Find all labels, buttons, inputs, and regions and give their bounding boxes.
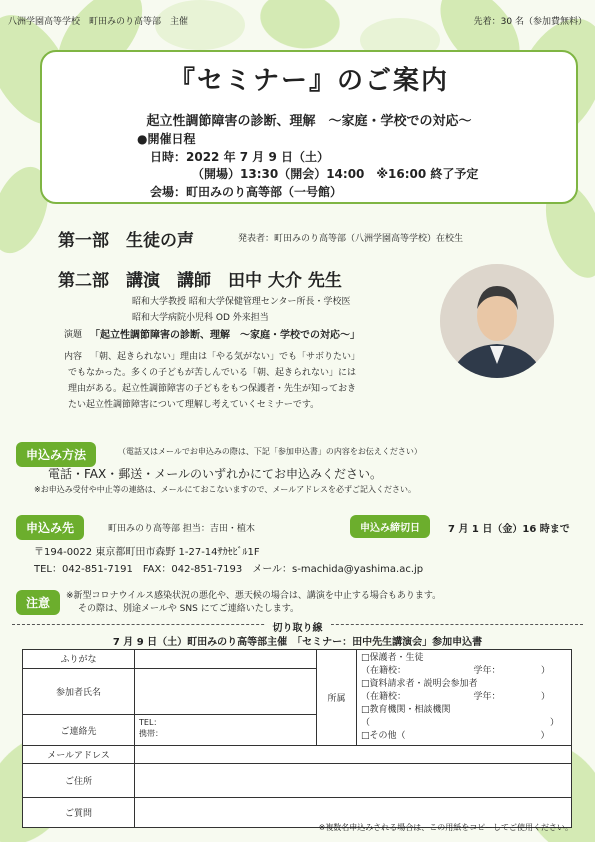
title-box	[40, 50, 578, 204]
content-line-1: 「朝、起きられない」理由は「やる気がない」でも「サボりたい」	[90, 352, 361, 362]
furigana-field[interactable]	[135, 650, 317, 669]
part1-presenter: 発表者：町田みのり高等部（八洲学園高等学校）在校生	[238, 234, 464, 244]
apply-method-main: 電話・FAX・郵送・メールのいずれかにてお申込みください。	[48, 467, 382, 481]
content-line-3: 理由がある。起立性調節障害の子どもをもつ保護者・先生が知っておき	[68, 384, 357, 394]
application-form	[22, 649, 572, 828]
copy-note: ※複数名申込みされる場合は、この用紙をコピーしてご使用ください。	[318, 823, 573, 832]
option-parent-student[interactable]: □保護者・生徒	[361, 653, 424, 663]
deadline-label: 申込み締切日	[350, 515, 430, 538]
email-label: メールアドレス	[23, 746, 135, 764]
apply-to-label: 申込み先	[16, 515, 84, 540]
schedule-heading: ●開催日程	[137, 132, 196, 146]
affiliation-label: 所属	[317, 650, 357, 746]
name-field[interactable]	[135, 668, 317, 714]
contact-label: ご連絡先	[23, 714, 135, 745]
option-info-request-school[interactable]: （在籍校： 学年： ）	[361, 692, 551, 703]
page-title: 『セミナー』のご案内	[168, 66, 449, 96]
event-time: （開場）13:30（開会）14:00 ※16:00 終了予定	[192, 167, 479, 181]
apply-method-note: （電話又はメールでお申込みの際は、下記「参加申込書」の内容をお伝えください）	[118, 447, 422, 456]
tel-label: TEL：	[139, 717, 162, 727]
part1-title: 第一部 生徒の声	[58, 231, 194, 251]
address-field[interactable]	[135, 764, 572, 798]
topic: 「起立性調節障害の診断、理解 ～家庭・学校での対応～」	[90, 330, 360, 341]
lecturer-photo	[440, 264, 554, 378]
postal-address: 〒194-0022 東京都町田市森野 1-27-14ｻｶｾﾋﾞﾙ1F	[34, 547, 260, 558]
page-subtitle: 起立性調節障害の診断、理解 ～家庭・学校での対応～	[146, 114, 472, 129]
lecturer-portrait-icon	[440, 264, 554, 378]
content-label: 内容	[64, 352, 83, 362]
event-venue: 会場：町田みのり高等部（一号館）	[150, 185, 343, 199]
notice-line-1: ※新型コロナウイルス感染状況の悪化や、悪天候の場合は、講演を中止する場合もあります。	[66, 591, 442, 601]
furigana-label: ふりがな	[23, 650, 135, 669]
option-info-request[interactable]: □資料請求者・説明会参加者	[361, 679, 478, 690]
apply-method-sub: ※お申込み受付や中止等の連絡は、メールにておこないますので、メールアドレスを必ずご記入ください。	[34, 485, 416, 494]
lecturer-role-2: 昭和大学病院小児科 OD 外来担当	[132, 313, 269, 323]
email-field[interactable]	[135, 746, 572, 764]
address-label: ご住所	[23, 764, 135, 798]
apply-method-label: 申込み方法	[16, 442, 96, 467]
option-education-org[interactable]: □教育機関・相談機関	[361, 705, 451, 716]
organizers: 八洲学園高等学校 町田みのり高等部 主催	[8, 17, 189, 27]
topic-label: 演題	[64, 330, 83, 340]
option-other[interactable]: □その他（ ）	[361, 731, 550, 742]
part2-title: 第二部 講演 講師 田中 大介 先生	[58, 271, 342, 291]
contact-info: TEL：042-851-7191 FAX：042-851-7193 メール：s-machida@yashima.ac.jp	[34, 564, 424, 575]
deadline: 7 月 1 日（金）16 時まで	[448, 524, 570, 535]
apply-to-staff: 町田みのり高等部 担当：吉田・植木	[108, 524, 255, 534]
notice-line-2: その際は、別途メールや SNS にてご連絡いたします。	[78, 604, 299, 614]
option-parent-student-school[interactable]: （在籍校： 学年： ）	[361, 666, 551, 677]
lecturer-role-1: 昭和大学教授 昭和大学保健管理センター所長・学校医	[132, 297, 351, 307]
question-label: ご質問	[23, 798, 135, 828]
content-line-2: でもなかった。多くの子どもが苦しんでいる「朝、起きられない」には	[68, 368, 357, 378]
cut-line-label: 切り取り線	[265, 623, 331, 634]
mobile-label: 携帯：	[139, 728, 163, 738]
form-heading: 7 月 9 日（土）町田みのり高等部主催 「セミナー：田中先生講演会」参加申込書	[112, 637, 483, 648]
affiliation-options[interactable]	[357, 650, 572, 746]
content-line-4: たい起立性調節障害について理解し考えていくセミナーです。	[68, 400, 320, 410]
event-date: 日時：2022 年 7 月 9 日（土）	[150, 150, 329, 164]
option-education-org-blank[interactable]: （ ）	[361, 718, 560, 729]
name-label: 参加者氏名	[23, 668, 135, 714]
capacity: 先着：30 名（参加費無料）	[473, 17, 587, 27]
contact-field[interactable]	[135, 714, 317, 745]
notice-label: 注意	[16, 590, 60, 615]
